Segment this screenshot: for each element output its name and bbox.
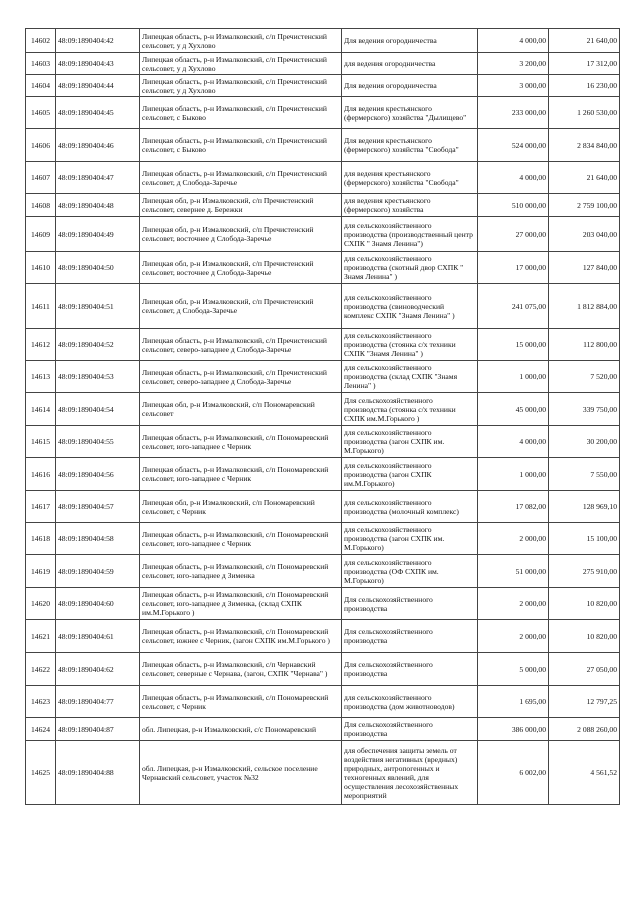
address-cell: Липецкая область, р-н Измалковский, с/п Пречистенский сельсовет, северо-западнее д Слобода-Заречье xyxy=(140,361,342,393)
area-cell: 524 000,00 xyxy=(478,129,549,162)
address-cell: Липецкая обл, р-н Измалковский, с/п Пречистенский сельсовет, севернее д. Бережки xyxy=(140,194,342,217)
area-cell: 51 000,00 xyxy=(478,555,549,588)
cadastral-cost-cell: 275 910,00 xyxy=(549,555,620,588)
table-row xyxy=(26,29,620,53)
cadastral-cost-cell: 1 260 530,00 xyxy=(549,97,620,129)
land-use-purpose-cell: для ведения крестьянского (фермерского) хозяйства xyxy=(342,194,478,217)
cadastral-number-cell: 48:09:1890404:49 xyxy=(56,217,140,252)
address-cell: Липецкая область, р-н Измалковский, с/п Пономаревский сельсовет, юго-западнее с Черник xyxy=(140,458,342,491)
area-cell: 17 000,00 xyxy=(478,252,549,284)
cadastral-number-cell: 48:09:1890404:88 xyxy=(56,741,140,805)
cadastral-number-cell: 48:09:1890404:55 xyxy=(56,426,140,458)
cadastral-cost-cell: 2 759 100,00 xyxy=(549,194,620,217)
land-use-purpose-cell: Для сельскохозяйственного производства xyxy=(342,653,478,686)
area-cell: 233 000,00 xyxy=(478,97,549,129)
cadastral-number-cell: 48:09:1890404:43 xyxy=(56,53,140,75)
cadastral-cost-cell: 7 520,00 xyxy=(549,361,620,393)
cadastral-cost-cell: 17 312,00 xyxy=(549,53,620,75)
area-cell: 6 002,00 xyxy=(478,741,549,805)
table-row xyxy=(26,523,620,555)
cadastral-number-cell: 48:09:1890404:53 xyxy=(56,361,140,393)
land-use-purpose-cell: Для сельскохозяйственного производства xyxy=(342,718,478,741)
cadastral-cost-cell: 339 750,00 xyxy=(549,393,620,426)
address-cell: Липецкая область, р-н Измалковский, с/п Пономаревский сельсовет, юго-западнее с Черник xyxy=(140,426,342,458)
address-cell: обл. Липецкая, р-н Измалковский, сельское поселение Чернавский сельсовет, участок №32 xyxy=(140,741,342,805)
cadastral-cost-cell: 112 800,00 xyxy=(549,329,620,361)
land-use-purpose-cell: для сельскохозяйственного производства (скотный двор СХПК " Знамя Ленина" ) xyxy=(342,252,478,284)
table-row xyxy=(26,653,620,686)
cadastral-cost-cell: 15 100,00 xyxy=(549,523,620,555)
cadastral-number-cell: 48:09:1890404:61 xyxy=(56,620,140,653)
cadastral-number-cell: 48:09:1890404:50 xyxy=(56,252,140,284)
table-body xyxy=(26,29,620,805)
row-number-cell: 14611 xyxy=(26,284,56,329)
address-cell: Липецкая область, р-н Измалковский, с/п Пречистенский сельсовет, д Слобода-Заречье xyxy=(140,162,342,194)
address-cell: Липецкая область, р-н Измалковский, с/п Пономаревский сельсовет, южнее с Черник, (загон СХПК им.М.Горького ) xyxy=(140,620,342,653)
address-cell: Липецкая область, р-н Измалковский, с/п Пречистенский сельсовет, у д Хухлово xyxy=(140,75,342,97)
cadastral-number-cell: 48:09:1890404:47 xyxy=(56,162,140,194)
cadastral-cost-cell: 128 969,10 xyxy=(549,491,620,523)
area-cell: 27 000,00 xyxy=(478,217,549,252)
land-plot-table xyxy=(25,28,620,805)
address-cell: Липецкая область, р-н Измалковский, с/п Пречистенский сельсовет, с Быково xyxy=(140,97,342,129)
land-use-purpose-cell: Для ведения огородничества xyxy=(342,29,478,53)
area-cell: 45 000,00 xyxy=(478,393,549,426)
row-number-cell: 14623 xyxy=(26,686,56,718)
cadastral-number-cell: 48:09:1890404:45 xyxy=(56,97,140,129)
area-cell: 5 000,00 xyxy=(478,653,549,686)
cadastral-number-cell: 48:09:1890404:56 xyxy=(56,458,140,491)
row-number-cell: 14610 xyxy=(26,252,56,284)
land-use-purpose-cell: для сельскохозяйственного производства (склад СХПК "Знамя Ленина" ) xyxy=(342,361,478,393)
cadastral-cost-cell: 21 640,00 xyxy=(549,29,620,53)
land-use-purpose-cell: для обеспечения защиты земель от воздействия негативных (вредных) природных, антропогенных и техногенных явлений, для осуществления лесохозяйственных мероприятий xyxy=(342,741,478,805)
area-cell: 1 000,00 xyxy=(478,458,549,491)
area-cell: 4 000,00 xyxy=(478,426,549,458)
cadastral-cost-cell: 1 812 884,00 xyxy=(549,284,620,329)
row-number-cell: 14619 xyxy=(26,555,56,588)
cadastral-number-cell: 48:09:1890404:54 xyxy=(56,393,140,426)
row-number-cell: 14617 xyxy=(26,491,56,523)
land-use-purpose-cell: для сельскохозяйственного производства (свиноводческий комплекс СХПК "Знамя Ленина" ) xyxy=(342,284,478,329)
land-use-purpose-cell: для сельскохозяйственного производства (загон СХПК им. М.Горького) xyxy=(342,426,478,458)
address-cell: Липецкая область, р-н Измалковский, с/п Пономаревский сельсовет, юго-западнее с Черник xyxy=(140,523,342,555)
row-number-cell: 14615 xyxy=(26,426,56,458)
cadastral-number-cell: 48:09:1890404:77 xyxy=(56,686,140,718)
table-row xyxy=(26,217,620,252)
table-row xyxy=(26,129,620,162)
cadastral-number-cell: 48:09:1890404:42 xyxy=(56,29,140,53)
table-row xyxy=(26,620,620,653)
cadastral-number-cell: 48:09:1890404:59 xyxy=(56,555,140,588)
table-row xyxy=(26,252,620,284)
land-use-purpose-cell: для сельскохозяйственного производства (молочный комплекс) xyxy=(342,491,478,523)
row-number-cell: 14616 xyxy=(26,458,56,491)
land-use-purpose-cell: для сельскохозяйственного производства (ОФ СХПК им. М.Горького) xyxy=(342,555,478,588)
address-cell: Липецкая обл, р-н Измалковский, с/п Пречистенский сельсовет, восточнее д Слобода-Заречье xyxy=(140,217,342,252)
table-row xyxy=(26,555,620,588)
table-row xyxy=(26,491,620,523)
cadastral-number-cell: 48:09:1890404:52 xyxy=(56,329,140,361)
address-cell: обл. Липецкая, р-н Измалковский, с/с Пономаревский xyxy=(140,718,342,741)
cadastral-cost-cell: 7 550,00 xyxy=(549,458,620,491)
cadastral-cost-cell: 10 820,00 xyxy=(549,620,620,653)
address-cell: Липецкая область, р-н Измалковский, с/п Пономаревский сельсовет, с Черник xyxy=(140,686,342,718)
row-number-cell: 14607 xyxy=(26,162,56,194)
land-use-purpose-cell: для сельскохозяйственного производства (дом животноводов) xyxy=(342,686,478,718)
area-cell: 2 000,00 xyxy=(478,620,549,653)
cadastral-cost-cell: 4 561,52 xyxy=(549,741,620,805)
cadastral-number-cell: 48:09:1890404:62 xyxy=(56,653,140,686)
land-use-purpose-cell: Для ведения огородничества xyxy=(342,75,478,97)
cadastral-number-cell: 48:09:1890404:58 xyxy=(56,523,140,555)
cadastral-cost-cell: 2 834 840,00 xyxy=(549,129,620,162)
address-cell: Липецкая область, р-н Измалковский, с/п Пономаревский сельсовет, юго-западнее д Зименка xyxy=(140,555,342,588)
cadastral-cost-cell: 16 230,00 xyxy=(549,75,620,97)
row-number-cell: 14625 xyxy=(26,741,56,805)
row-number-cell: 14618 xyxy=(26,523,56,555)
row-number-cell: 14624 xyxy=(26,718,56,741)
table-row xyxy=(26,588,620,620)
cadastral-cost-cell: 21 640,00 xyxy=(549,162,620,194)
address-cell: Липецкая обл, р-н Измалковский, с/п Пречистенский сельсовет, восточнее д Слобода-Заречье xyxy=(140,252,342,284)
cadastral-number-cell: 48:09:1890404:87 xyxy=(56,718,140,741)
cadastral-cost-cell: 203 040,00 xyxy=(549,217,620,252)
address-cell: Липецкая обл, р-н Измалковский, с/п Пречистенский сельсовет, д Слобода-Заречье xyxy=(140,284,342,329)
area-cell: 3 000,00 xyxy=(478,75,549,97)
cadastral-cost-cell: 10 820,00 xyxy=(549,588,620,620)
row-number-cell: 14620 xyxy=(26,588,56,620)
land-use-purpose-cell: Для ведения крестьянского (фермерского) хозяйства "Дылищево" xyxy=(342,97,478,129)
row-number-cell: 14621 xyxy=(26,620,56,653)
table-row xyxy=(26,329,620,361)
address-cell: Липецкая область, р-н Измалковский, с/п Пречистенский сельсовет, у д Хухлово xyxy=(140,29,342,53)
land-plot-table-container xyxy=(25,28,619,805)
table-row xyxy=(26,741,620,805)
area-cell: 4 000,00 xyxy=(478,162,549,194)
table-row xyxy=(26,361,620,393)
cadastral-number-cell: 48:09:1890404:60 xyxy=(56,588,140,620)
area-cell: 17 082,00 xyxy=(478,491,549,523)
row-number-cell: 14614 xyxy=(26,393,56,426)
row-number-cell: 14612 xyxy=(26,329,56,361)
cadastral-cost-cell: 30 200,00 xyxy=(549,426,620,458)
row-number-cell: 14609 xyxy=(26,217,56,252)
table-row xyxy=(26,162,620,194)
row-number-cell: 14622 xyxy=(26,653,56,686)
row-number-cell: 14605 xyxy=(26,97,56,129)
table-row xyxy=(26,426,620,458)
land-use-purpose-cell: для сельскохозяйственного производства (стоянка с/х техники СХПК "Знамя Ленина" ) xyxy=(342,329,478,361)
cadastral-cost-cell: 27 050,00 xyxy=(549,653,620,686)
table-row xyxy=(26,393,620,426)
land-use-purpose-cell: для сельскохозяйственного производства (загон СХПК им. М.Горького) xyxy=(342,523,478,555)
cadastral-cost-cell: 127 840,00 xyxy=(549,252,620,284)
row-number-cell: 14602 xyxy=(26,29,56,53)
land-use-purpose-cell: Для ведения крестьянского (фермерского) хозяйства "Свобода" xyxy=(342,129,478,162)
area-cell: 3 200,00 xyxy=(478,53,549,75)
land-use-purpose-cell: Для сельскохозяйственного производства xyxy=(342,620,478,653)
area-cell: 4 000,00 xyxy=(478,29,549,53)
area-cell: 1 000,00 xyxy=(478,361,549,393)
land-use-purpose-cell: Для сельскохозяйственного производства xyxy=(342,588,478,620)
cadastral-number-cell: 48:09:1890404:46 xyxy=(56,129,140,162)
cadastral-number-cell: 48:09:1890404:44 xyxy=(56,75,140,97)
area-cell: 386 000,00 xyxy=(478,718,549,741)
area-cell: 2 000,00 xyxy=(478,588,549,620)
land-use-purpose-cell: для сельскохозяйственного производства (производственный центр СХПК " Знамя Ленина") xyxy=(342,217,478,252)
address-cell: Липецкая область, р-н Измалковский, с/п Пономаревский сельсовет, юго-западнее д Зименка, (склад СХПК им.М.Горького ) xyxy=(140,588,342,620)
row-number-cell: 14606 xyxy=(26,129,56,162)
cadastral-number-cell: 48:09:1890404:57 xyxy=(56,491,140,523)
cadastral-number-cell: 48:09:1890404:48 xyxy=(56,194,140,217)
address-cell: Липецкая область, р-н Измалковский, с/п Чернавский сельсовет, северные с Чернава, (загон, СХПК "Чернава" ) xyxy=(140,653,342,686)
row-number-cell: 14604 xyxy=(26,75,56,97)
row-number-cell: 14613 xyxy=(26,361,56,393)
table-row xyxy=(26,194,620,217)
address-cell: Липецкая область, р-н Измалковский, с/п Пречистенский сельсовет, у д Хухлово xyxy=(140,53,342,75)
area-cell: 2 000,00 xyxy=(478,523,549,555)
area-cell: 241 075,00 xyxy=(478,284,549,329)
cadastral-number-cell: 48:09:1890404:51 xyxy=(56,284,140,329)
land-use-purpose-cell: для ведения крестьянского (фермерского) хозяйства "Свобода" xyxy=(342,162,478,194)
table-row xyxy=(26,53,620,75)
land-use-purpose-cell: для ведения огородничества xyxy=(342,53,478,75)
row-number-cell: 14608 xyxy=(26,194,56,217)
table-row xyxy=(26,75,620,97)
address-cell: Липецкая область, р-н Измалковский, с/п Пречистенский сельсовет, северо-западнее д Слобода-Заречье xyxy=(140,329,342,361)
land-use-purpose-cell: Для сельскохозяйственного производства (стоянка с/х техники СХПК им.М.Горького ) xyxy=(342,393,478,426)
table-row xyxy=(26,97,620,129)
area-cell: 15 000,00 xyxy=(478,329,549,361)
table-row xyxy=(26,686,620,718)
table-row xyxy=(26,284,620,329)
land-use-purpose-cell: для сельскохозяйственного производства (загон СХПК им.М.Горького) xyxy=(342,458,478,491)
table-row xyxy=(26,718,620,741)
address-cell: Липецкая обл, р-н Измалковский, с/п Пономаревский сельсовет, с Черник xyxy=(140,491,342,523)
address-cell: Липецкая область, р-н Измалковский, с/п Пречистенский сельсовет, с Быково xyxy=(140,129,342,162)
cadastral-cost-cell: 2 088 260,00 xyxy=(549,718,620,741)
area-cell: 510 000,00 xyxy=(478,194,549,217)
table-row xyxy=(26,458,620,491)
cadastral-cost-cell: 12 797,25 xyxy=(549,686,620,718)
area-cell: 1 695,00 xyxy=(478,686,549,718)
row-number-cell: 14603 xyxy=(26,53,56,75)
address-cell: Липецкая обл, р-н Измалковский, с/п Пономаревский сельсовет xyxy=(140,393,342,426)
